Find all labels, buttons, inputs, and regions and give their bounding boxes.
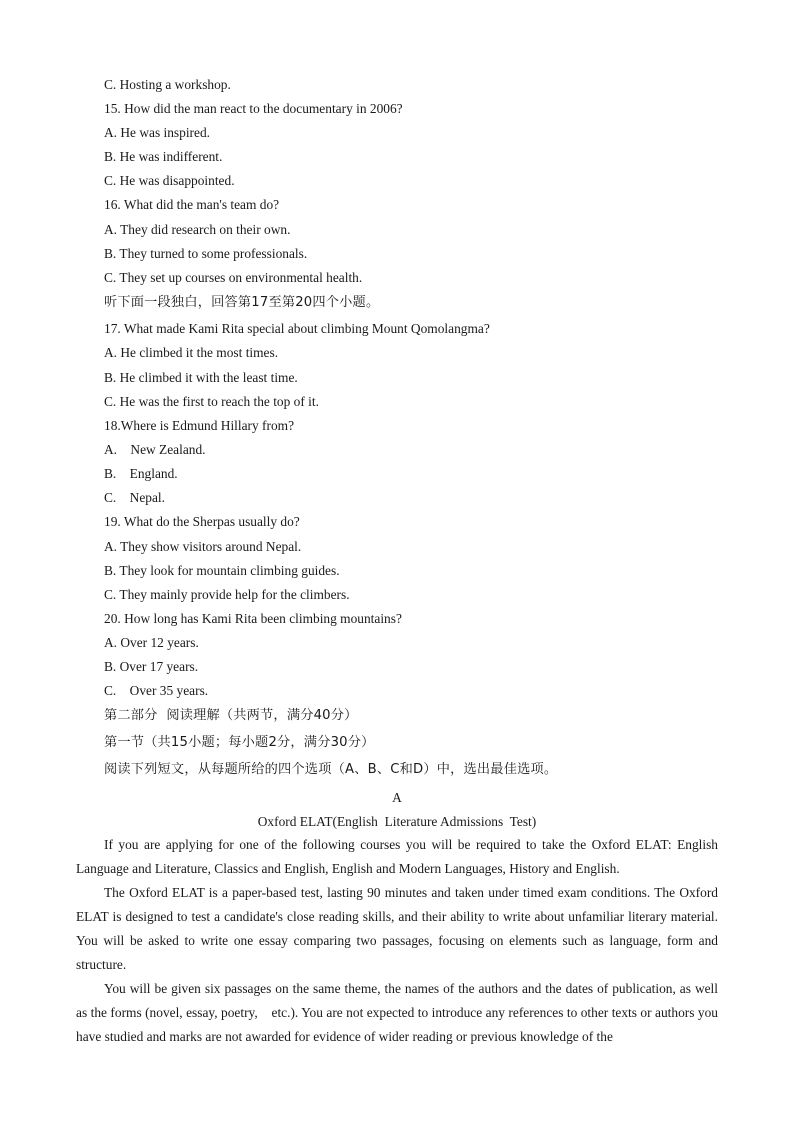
option-17c: C. He was the first to reach the top of it. [104,394,319,409]
question-20: 20. How long has Kami Rita been climbing mountains? [104,611,402,626]
option-19c: C. They mainly provide help for the climbers. [104,587,350,602]
option-20b: B. Over 17 years. [104,659,199,674]
question-16: 16. What did the man's team do? [104,197,280,212]
question-19: 19. What do the Sherpas usually do? [104,514,300,529]
option-18b: B. England. [104,466,178,481]
option-14c: C. Hosting a workshop. [104,77,231,92]
option-15b: B. He was indifferent. [104,149,223,164]
question-15: 15. How did the man react to the documentary in 2006? [104,101,403,116]
option-16c: C. They set up courses on environmental health. [104,270,363,285]
option-19a: A. They show visitors around Nepal. [104,539,302,554]
passage-paragraph: If you are applying for one of the following courses you will be required to take the Oxford ELAT: English Language and Literature, Classics and English, English and Modern Languages, History and English. [76,837,718,876]
passage-paragraph: You will be given six passages on the same theme, the names of the authors and the dates of publication, as well as the forms (novel, essay, poetry, etc.). You are not expected to introduce any references to other texts or authors you have studied and marks are not awarded for evidence of wider reading or previous knowledge of the [76,981,722,1044]
option-18c: C. Nepal. [104,490,165,505]
option-15a: A. He was inspired. [104,125,210,140]
option-16b: B. They turned to some professionals. [104,246,308,261]
option-20c: C. Over 35 years. [104,683,209,698]
option-16a: A. They did research on their own. [104,222,291,237]
subsection-heading: 第一节（共15小题；每小题2分，满分30分） [104,735,375,750]
section-heading: 第二部分 阅读理解（共两节，满分40分） [104,708,358,723]
option-17b: B. He climbed it with the least time. [104,370,298,385]
passage-letter: A [392,790,402,805]
passage-paragraph: The Oxford ELAT is a paper-based test, lasting 90 minutes and taken under timed exam conditions. The Oxford ELAT is designed to test a candidate's close reading skills, and their ability to write about unfamiliar literary material. You will be asked to write one essay comparing two passages, focusing on elements such as language, form and structure. [76,885,718,972]
option-19b: B. They look for mountain climbing guides. [104,563,340,578]
option-15c: C. He was disappointed. [104,173,235,188]
option-18a: A. New Zealand. [104,442,206,457]
question-17: 17. What made Kami Rita special about climbing Mount Qomolangma? [104,321,490,336]
monologue-instruction: 听下面一段独白，回答第17至第20四个小题。 [104,295,380,310]
option-17a: A. He climbed it the most times. [104,345,279,360]
option-20a: A. Over 12 years. [104,635,199,650]
passage-title: Oxford ELAT(English Literature Admissions Test) [257,814,537,829]
reading-instruction: 阅读下列短文，从每题所给的四个选项（A、B、C和D）中，选出最佳选项。 [104,762,558,777]
question-18: 18.Where is Edmund Hillary from? [104,418,295,433]
